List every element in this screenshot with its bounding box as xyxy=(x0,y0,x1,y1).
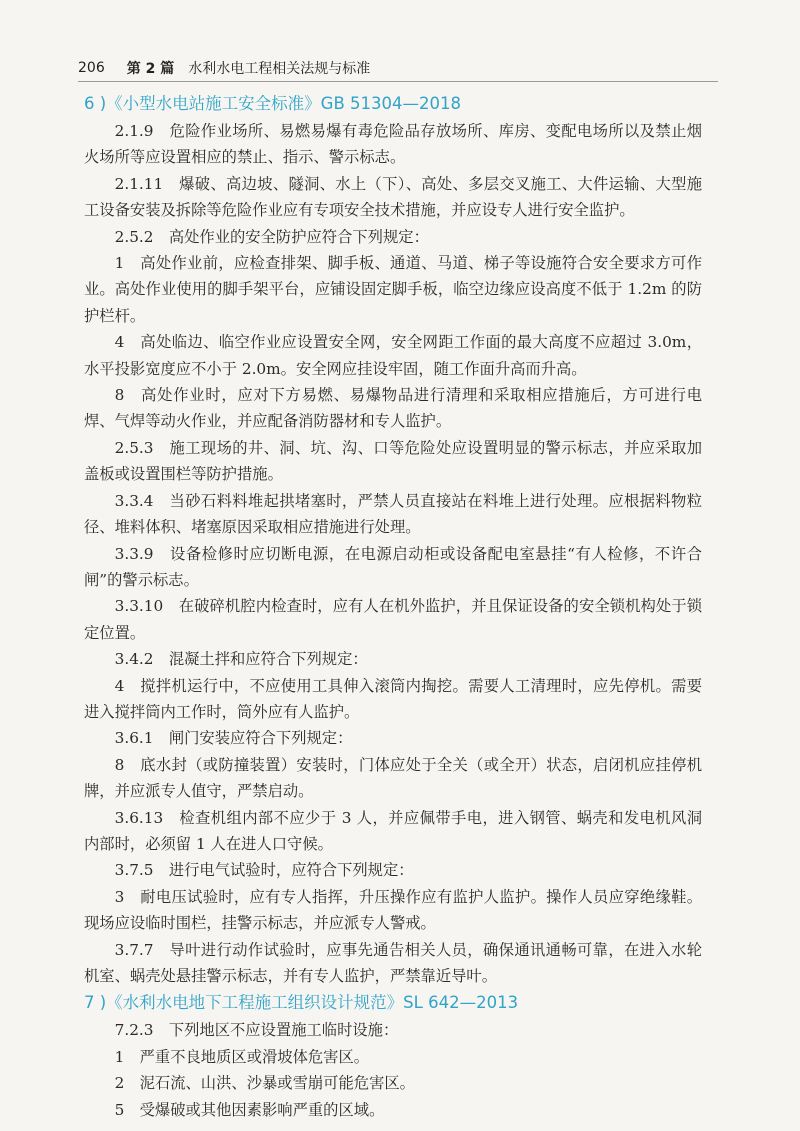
header-rule xyxy=(78,81,718,82)
clause-2-1-9: 2.1.9 危险作业场所、易燃易爆有毒危险品存放场所、库房、变配电场所以及禁止烟火场所等应设置相应的禁止、指示、警示标志。 xyxy=(84,122,702,167)
clause-3-4-2-item-4: 4 搅拌机运行中，不应使用工具伸入滚筒内掏挖。需要人工清理时，应先停机。需要进入搅拌筒内工作时，筒外应有人监护。 xyxy=(84,676,702,721)
clause-3-3-9: 3.3.9 设备检修时应切断电源，在电源启动柜或设备配电室悬挂“有人检修，不许合闸”的警示标志。 xyxy=(84,544,702,589)
clause-2-1-11: 2.1.11 爆破、高边坡、隧洞、水上（下）、高处、多层交叉施工、大件运输、大型施工设备安装及拆除等危险作业应有专项安全技术措施，并应设专人进行安全监护。 xyxy=(84,174,702,220)
section-heading-sl642: 7 )《水利水电地下工程施工组织设计规范》SL 642—2013 xyxy=(84,993,519,1013)
part-label: 第 2 篇 xyxy=(126,61,175,77)
header-title: 水利水电工程相关法规与标准 xyxy=(188,61,371,77)
clause-3-7-5: 3.7.5 进行电气试验时，应符合下列规定： xyxy=(114,861,414,880)
clause-2-5-2-item-8: 8 高处作业时，应对下方易燃、易爆物品进行清理和采取相应措施后，方可进行电焊、气焊等动火作业，并应配备消防器材和专人监护。 xyxy=(84,386,702,431)
clause-3-3-4: 3.3.4 当砂石料料堆起拱堵塞时，严禁人员直接站在料堆上进行处理。应根据料物粒径、堆料体积、堵塞原因采取相应措施进行处理。 xyxy=(84,491,702,537)
clause-3-3-10: 3.3.10 在破碎机腔内检查时，应有人在机外监护，并且保证设备的安全锁机构处于锁定位置。 xyxy=(84,597,702,642)
clause-3-6-13: 3.6.13 检查机组内部不应少于 3 人，并应佩带手电，进入钢管、蜗壳和发电机风洞内部时，必须留 1 人在进人口守候。 xyxy=(84,808,702,853)
clause-3-4-2: 3.4.2 混凝土拌和应符合下列规定： xyxy=(114,650,368,669)
page-body xyxy=(84,90,702,1123)
clause-3-7-5-item-3: 3 耐电压试验时，应有专人指挥，升压操作应有监护人监护。操作人员应穿绝缘鞋。现场应设临时围栏，挂警示标志，并应派专人警戒。 xyxy=(84,887,702,933)
clause-3-6-1: 3.6.1 闸门安装应符合下列规定： xyxy=(114,729,353,748)
section-heading-gb51304: 6 )《小型水电站施工安全标准》GB 51304—2018 xyxy=(84,94,462,113)
page-number: 206 xyxy=(78,60,105,76)
clause-2-5-2-item-4: 4 高处临边、临空作业应设置安全网，安全网距工作面的最大高度不应超过 3.0m，水平投影宽度应不小于 2.0m。安全网应挂设牢固，随工作面升高而升高。 xyxy=(84,333,702,378)
clause-7-2-3-item-5: 5 受爆破或其他因素影响严重的区域。 xyxy=(114,1100,385,1119)
clause-2-5-2-item-1: 1 高处作业前，应检查排架、脚手板、通道、马道、梯子等设施符合安全要求方可作业。高处作业使用的脚手架平台，应铺设固定脚手板，临空边缘应设高度不低于 1.2m 的防护栏杆。 xyxy=(84,254,702,325)
clause-2-5-2: 2.5.2 高处作业的安全防护应符合下列规定： xyxy=(114,227,429,246)
clause-7-2-3-item-2: 2 泥石流、山洪、沙暴或雪崩可能危害区。 xyxy=(114,1074,415,1093)
running-header xyxy=(78,58,718,78)
clause-3-6-1-item-8: 8 底水封（或防撞装置）安装时，门体应处于全关（或全开）状态，启闭机应挂停机牌，并应派专人值守，严禁启动。 xyxy=(84,755,702,801)
clause-7-2-3: 7.2.3 下列地区不应设置施工临时设施： xyxy=(114,1021,399,1040)
clause-3-7-7: 3.7.7 导叶进行动作试验时，应事先通告相关人员，确保通讯通畅可靠，在进入水轮机室、蜗壳处悬挂警示标志，并有专人监护，严禁靠近导叶。 xyxy=(84,940,702,985)
clause-2-5-3: 2.5.3 施工现场的井、洞、坑、沟、口等危险处应设置明显的警示标志，并应采取加盖板或设置围栏等防护措施。 xyxy=(84,438,702,484)
clause-7-2-3-item-1: 1 严重不良地质区或滑坡体危害区。 xyxy=(114,1047,370,1066)
